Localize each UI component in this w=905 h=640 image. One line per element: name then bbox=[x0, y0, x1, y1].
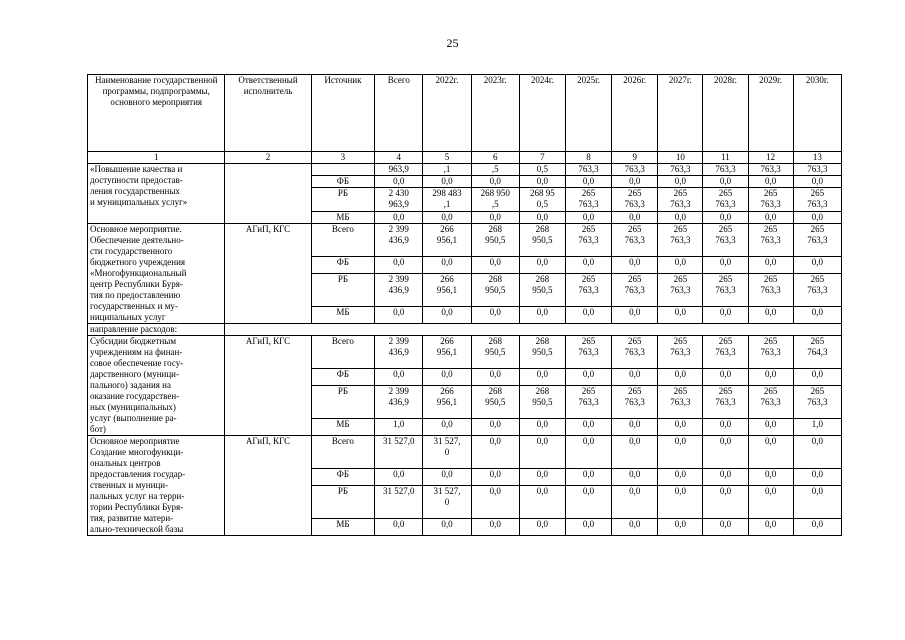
value-cell: 266 956,1 bbox=[423, 336, 471, 369]
value-cell: 265 763,3 bbox=[612, 188, 658, 212]
value-cell: 0,0 bbox=[519, 469, 565, 486]
value-cell: 0,0 bbox=[748, 307, 793, 324]
value-cell: 0,0 bbox=[471, 436, 519, 469]
value-cell: 0,0 bbox=[565, 436, 611, 469]
executor-cell: АГиП, КГС bbox=[225, 224, 311, 324]
source-cell: ФБ bbox=[311, 257, 375, 274]
value-cell: 0,0 bbox=[423, 212, 471, 224]
value-cell: 0,0 bbox=[612, 485, 658, 518]
program-name-cell: Основное мероприятие Создание многофункци- ональных центров предоставления государ- ственных и муници- пальных услуг на терри- тории Республики Буря- тия, развитие матери- ально-технической базы bbox=[88, 436, 225, 536]
value-cell: 266 956,1 bbox=[423, 385, 471, 418]
value-cell: 763,3 bbox=[565, 164, 611, 176]
value-cell: 2 399 436,9 bbox=[375, 224, 423, 257]
value-cell: 0,0 bbox=[471, 257, 519, 274]
column-index-cell: 5 bbox=[423, 152, 471, 164]
source-cell: РБ bbox=[311, 188, 375, 212]
value-cell: 0,0 bbox=[793, 176, 841, 188]
value-cell: 266 956,1 bbox=[423, 273, 471, 306]
value-cell: 31 527, 0 bbox=[423, 485, 471, 518]
value-cell: 0,0 bbox=[748, 436, 793, 469]
source-cell: МБ bbox=[311, 307, 375, 324]
header-cell: Источник bbox=[311, 75, 375, 152]
value-cell: 265 763,3 bbox=[703, 385, 748, 418]
header-cell: 2026г. bbox=[612, 75, 658, 152]
value-cell: 268 95 0,5 bbox=[519, 188, 565, 212]
value-cell: 0,0 bbox=[519, 369, 565, 386]
value-cell: 0,0 bbox=[565, 307, 611, 324]
value-cell: 0,0 bbox=[612, 419, 658, 436]
column-index-cell: 7 bbox=[519, 152, 565, 164]
header-cell: Наименование государственной программы, подпрограммы, основного мероприятия bbox=[88, 75, 225, 152]
value-cell: 0,0 bbox=[423, 469, 471, 486]
value-cell: 0,0 bbox=[793, 212, 841, 224]
value-cell: 0,0 bbox=[565, 519, 611, 536]
value-cell: 265 764,3 bbox=[793, 336, 841, 369]
value-cell: 298 483 ,1 bbox=[423, 188, 471, 212]
value-cell: 0,0 bbox=[519, 436, 565, 469]
value-cell: 2 399 436,9 bbox=[375, 385, 423, 418]
source-cell bbox=[311, 164, 375, 176]
value-cell: 963,9 bbox=[375, 164, 423, 176]
header-cell: 2025г. bbox=[565, 75, 611, 152]
source-cell: ФБ bbox=[311, 369, 375, 386]
value-cell: 265 763,3 bbox=[612, 336, 658, 369]
value-cell: 0,0 bbox=[375, 212, 423, 224]
value-cell: ,1 bbox=[423, 164, 471, 176]
value-cell: 0,0 bbox=[703, 436, 748, 469]
executor-cell bbox=[225, 164, 311, 224]
value-cell: 0,0 bbox=[612, 212, 658, 224]
value-cell: 0,0 bbox=[471, 212, 519, 224]
value-cell: 265 763,3 bbox=[703, 224, 748, 257]
value-cell: 268 950,5 bbox=[471, 336, 519, 369]
value-cell: 268 950,5 bbox=[471, 273, 519, 306]
value-cell: 0,0 bbox=[703, 519, 748, 536]
value-cell: 0,0 bbox=[658, 469, 703, 486]
source-cell: Всего bbox=[311, 336, 375, 369]
value-cell: 268 950,5 bbox=[519, 385, 565, 418]
value-cell: 265 763,3 bbox=[612, 385, 658, 418]
value-cell: 268 950,5 bbox=[471, 385, 519, 418]
value-cell: 266 956,1 bbox=[423, 224, 471, 257]
program-name-cell: Основное мероприятие. Обеспечение деятельно- сти государственного бюджетного учреждения «Многофункциональный центр Республики Буря- тия по предоставлению государственных и му- ниципальных услуг bbox=[88, 224, 225, 324]
source-cell: МБ bbox=[311, 419, 375, 436]
column-index-cell: 10 bbox=[658, 152, 703, 164]
value-cell: 0,0 bbox=[471, 469, 519, 486]
source-cell: РБ bbox=[311, 273, 375, 306]
value-cell: 268 950,5 bbox=[519, 336, 565, 369]
header-cell: 2022г. bbox=[423, 75, 471, 152]
value-cell: 0,0 bbox=[471, 176, 519, 188]
value-cell: 0,0 bbox=[748, 419, 793, 436]
value-cell: 265 763,3 bbox=[658, 385, 703, 418]
value-cell: 0,0 bbox=[703, 369, 748, 386]
value-cell: 265 763,3 bbox=[703, 336, 748, 369]
header-cell: Всего bbox=[375, 75, 423, 152]
value-cell: 0,0 bbox=[423, 519, 471, 536]
value-cell: 0,0 bbox=[703, 257, 748, 274]
value-cell: 0,0 bbox=[703, 212, 748, 224]
value-cell: 0,0 bbox=[658, 519, 703, 536]
header-cell: 2029г. bbox=[748, 75, 793, 152]
table-row bbox=[88, 164, 842, 176]
value-cell: 0,0 bbox=[748, 257, 793, 274]
value-cell: 265 763,3 bbox=[658, 336, 703, 369]
value-cell: 265 763,3 bbox=[703, 188, 748, 212]
value-cell: 0,0 bbox=[748, 469, 793, 486]
value-cell: 265 763,3 bbox=[748, 273, 793, 306]
header-cell: Ответственный исполнитель bbox=[225, 75, 311, 152]
value-cell: 0,0 bbox=[519, 485, 565, 518]
value-cell: 0,5 bbox=[519, 164, 565, 176]
column-index-cell: 13 bbox=[793, 152, 841, 164]
value-cell: ,5 bbox=[471, 164, 519, 176]
column-index-cell: 8 bbox=[565, 152, 611, 164]
header-cell: 2023г. bbox=[471, 75, 519, 152]
value-cell: 265 763,3 bbox=[565, 336, 611, 369]
value-cell: 265 763,3 bbox=[703, 273, 748, 306]
value-cell: 0,0 bbox=[375, 307, 423, 324]
value-cell: 0,0 bbox=[612, 176, 658, 188]
value-cell: 0,0 bbox=[519, 419, 565, 436]
value-cell: 0,0 bbox=[793, 469, 841, 486]
value-cell: 265 763,3 bbox=[658, 224, 703, 257]
header-cell: 2028г. bbox=[703, 75, 748, 152]
value-cell: 265 763,3 bbox=[658, 273, 703, 306]
value-cell: 31 527, 0 bbox=[423, 436, 471, 469]
value-cell: 0,0 bbox=[658, 436, 703, 469]
value-cell: 0,0 bbox=[793, 485, 841, 518]
executor-cell: АГиП, КГС bbox=[225, 436, 311, 536]
program-name-cell: Субсидии бюджетным учреждениям на финан- совое обеспечение госу- дарственного (муници- пального) задания на оказание государствен- ных (муниципальных) услуг (выполнение ра- бот) bbox=[88, 336, 225, 436]
source-cell: Всего bbox=[311, 436, 375, 469]
column-index-cell: 3 bbox=[311, 152, 375, 164]
value-cell: 265 763,3 bbox=[565, 224, 611, 257]
value-cell: 265 763,3 bbox=[793, 273, 841, 306]
source-cell: Всего bbox=[311, 224, 375, 257]
value-cell: 0,0 bbox=[423, 176, 471, 188]
value-cell: 0,0 bbox=[375, 176, 423, 188]
source-cell: РБ bbox=[311, 485, 375, 518]
section-label-filler bbox=[225, 324, 842, 336]
value-cell: 0,0 bbox=[375, 469, 423, 486]
value-cell: 265 763,3 bbox=[793, 188, 841, 212]
value-cell: 0,0 bbox=[703, 307, 748, 324]
program-name-cell: «Повышение качества и доступности предостав- ления государственных и муниципальных услуг» bbox=[88, 164, 225, 224]
value-cell: 0,0 bbox=[375, 369, 423, 386]
value-cell: 265 763,3 bbox=[748, 336, 793, 369]
value-cell: 763,3 bbox=[793, 164, 841, 176]
value-cell: 0,0 bbox=[565, 212, 611, 224]
value-cell: 0,0 bbox=[565, 469, 611, 486]
table-row bbox=[88, 336, 842, 369]
value-cell: 0,0 bbox=[519, 257, 565, 274]
value-cell: 763,3 bbox=[748, 164, 793, 176]
column-index-cell: 1 bbox=[88, 152, 225, 164]
value-cell: 268 950,5 bbox=[471, 224, 519, 257]
column-index-cell: 6 bbox=[471, 152, 519, 164]
source-cell: МБ bbox=[311, 519, 375, 536]
value-cell: 2 399 436,9 bbox=[375, 336, 423, 369]
value-cell: 0,0 bbox=[793, 369, 841, 386]
value-cell: 265 763,3 bbox=[612, 273, 658, 306]
column-index-cell: 2 bbox=[225, 152, 311, 164]
value-cell: 265 763,3 bbox=[793, 224, 841, 257]
value-cell: 31 527,0 bbox=[375, 436, 423, 469]
value-cell: 265 763,3 bbox=[612, 224, 658, 257]
value-cell: 0,0 bbox=[423, 307, 471, 324]
table-row bbox=[88, 436, 842, 469]
section-label-row bbox=[88, 324, 842, 336]
value-cell: 0,0 bbox=[658, 369, 703, 386]
table-body bbox=[88, 75, 842, 536]
value-cell: 0,0 bbox=[471, 369, 519, 386]
section-label: направление расходов: bbox=[88, 324, 225, 336]
value-cell: 0,0 bbox=[703, 419, 748, 436]
value-cell: 0,0 bbox=[565, 419, 611, 436]
value-cell: 0,0 bbox=[658, 485, 703, 518]
value-cell: 0,0 bbox=[748, 519, 793, 536]
value-cell: 763,3 bbox=[658, 164, 703, 176]
value-cell: 265 763,3 bbox=[565, 273, 611, 306]
value-cell: 763,3 bbox=[612, 164, 658, 176]
executor-cell: АГиП, КГС bbox=[225, 336, 311, 436]
value-cell: 0,0 bbox=[471, 485, 519, 518]
value-cell: 0,0 bbox=[423, 257, 471, 274]
table-row bbox=[88, 224, 842, 257]
value-cell: 0,0 bbox=[703, 176, 748, 188]
value-cell: 0,0 bbox=[565, 257, 611, 274]
value-cell: 0,0 bbox=[748, 176, 793, 188]
value-cell: 0,0 bbox=[793, 307, 841, 324]
value-cell: 268 950 ,5 bbox=[471, 188, 519, 212]
value-cell: 0,0 bbox=[748, 369, 793, 386]
value-cell: 0,0 bbox=[793, 519, 841, 536]
value-cell: 0,0 bbox=[471, 519, 519, 536]
header-row bbox=[88, 75, 842, 152]
header-cell: 2024г. bbox=[519, 75, 565, 152]
value-cell: 0,0 bbox=[519, 212, 565, 224]
value-cell: 0,0 bbox=[612, 307, 658, 324]
value-cell: 0,0 bbox=[612, 369, 658, 386]
value-cell: 0,0 bbox=[612, 469, 658, 486]
column-index-cell: 4 bbox=[375, 152, 423, 164]
budget-table bbox=[87, 74, 842, 536]
value-cell: 1,0 bbox=[793, 419, 841, 436]
value-cell: 0,0 bbox=[519, 307, 565, 324]
value-cell: 0,0 bbox=[375, 519, 423, 536]
value-cell: 1,0 bbox=[375, 419, 423, 436]
page-number: 25 bbox=[446, 36, 459, 50]
value-cell: 265 763,3 bbox=[565, 385, 611, 418]
value-cell: 0,0 bbox=[658, 257, 703, 274]
value-cell: 265 763,3 bbox=[748, 188, 793, 212]
value-cell: 2 399 436,9 bbox=[375, 273, 423, 306]
value-cell: 0,0 bbox=[703, 469, 748, 486]
value-cell: 0,0 bbox=[793, 257, 841, 274]
value-cell: 0,0 bbox=[793, 436, 841, 469]
column-index-row bbox=[88, 152, 842, 164]
value-cell: 0,0 bbox=[658, 419, 703, 436]
source-cell: МБ bbox=[311, 212, 375, 224]
value-cell: 0,0 bbox=[471, 307, 519, 324]
value-cell: 31 527,0 bbox=[375, 485, 423, 518]
source-cell: ФБ bbox=[311, 176, 375, 188]
value-cell: 265 763,3 bbox=[793, 385, 841, 418]
source-cell: ФБ bbox=[311, 469, 375, 486]
source-cell: РБ bbox=[311, 385, 375, 418]
value-cell: 268 950,5 bbox=[519, 273, 565, 306]
value-cell: 0,0 bbox=[748, 485, 793, 518]
column-index-cell: 11 bbox=[703, 152, 748, 164]
value-cell: 0,0 bbox=[703, 485, 748, 518]
header-cell: 2027г. bbox=[658, 75, 703, 152]
value-cell: 265 763,3 bbox=[565, 188, 611, 212]
value-cell: 0,0 bbox=[565, 369, 611, 386]
column-index-cell: 9 bbox=[612, 152, 658, 164]
value-cell: 0,0 bbox=[519, 519, 565, 536]
value-cell: 0,0 bbox=[565, 176, 611, 188]
value-cell: 268 950,5 bbox=[519, 224, 565, 257]
value-cell: 0,0 bbox=[471, 419, 519, 436]
value-cell: 763,3 bbox=[703, 164, 748, 176]
value-cell: 265 763,3 bbox=[748, 224, 793, 257]
value-cell: 265 763,3 bbox=[748, 385, 793, 418]
value-cell: 0,0 bbox=[658, 176, 703, 188]
value-cell: 0,0 bbox=[748, 212, 793, 224]
value-cell: 0,0 bbox=[519, 176, 565, 188]
value-cell: 0,0 bbox=[423, 419, 471, 436]
value-cell: 2 430 963,9 bbox=[375, 188, 423, 212]
value-cell: 0,0 bbox=[612, 257, 658, 274]
value-cell: 265 763,3 bbox=[658, 188, 703, 212]
value-cell: 0,0 bbox=[375, 257, 423, 274]
header-cell: 2030г. bbox=[793, 75, 841, 152]
value-cell: 0,0 bbox=[658, 212, 703, 224]
value-cell: 0,0 bbox=[658, 307, 703, 324]
value-cell: 0,0 bbox=[612, 436, 658, 469]
value-cell: 0,0 bbox=[565, 485, 611, 518]
column-index-cell: 12 bbox=[748, 152, 793, 164]
value-cell: 0,0 bbox=[612, 519, 658, 536]
value-cell: 0,0 bbox=[423, 369, 471, 386]
